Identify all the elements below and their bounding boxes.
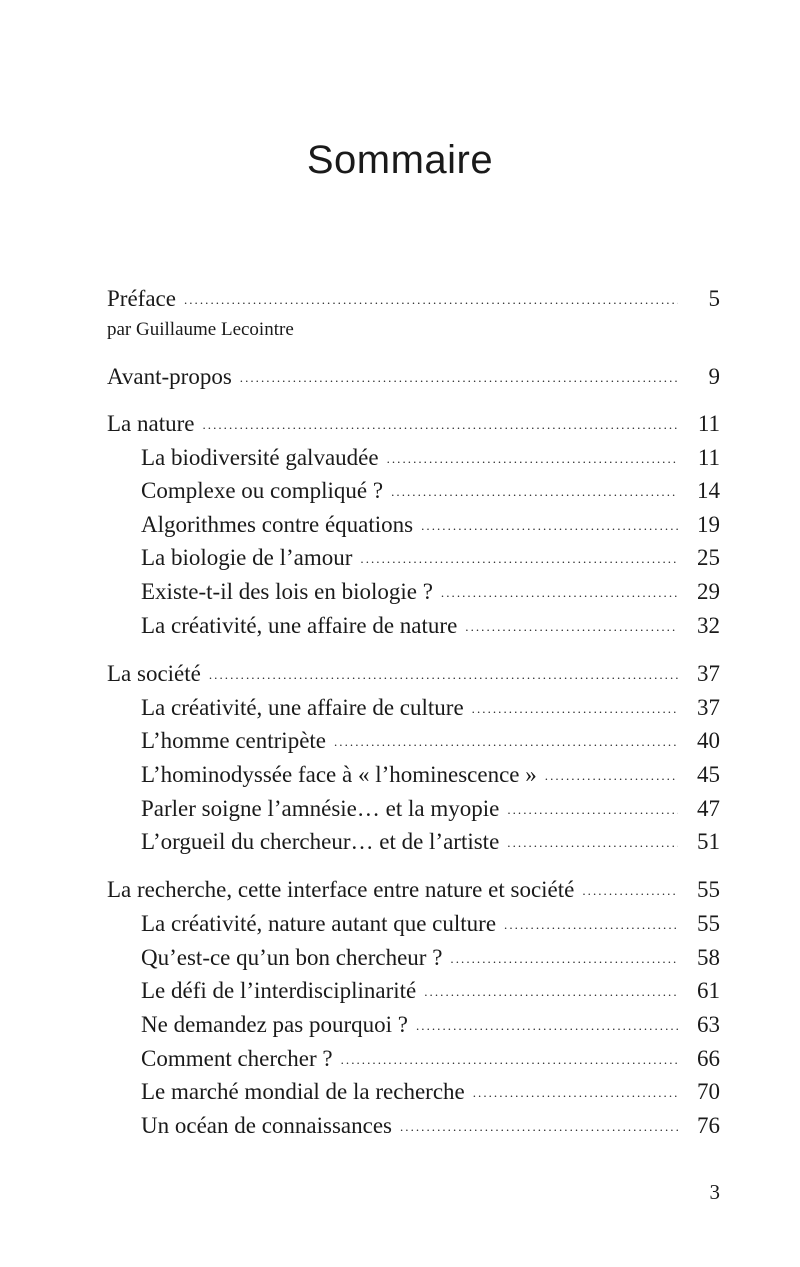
- dot-leader: [334, 726, 678, 758]
- toc-entry-page: 51: [697, 829, 720, 854]
- toc-entry-label: La créativité, nature autant que culture: [141, 911, 497, 936]
- toc-entry-label: Le marché mondial de la recherche: [141, 1079, 465, 1104]
- toc-entry-label: Le défi de l’interdisciplinarité: [141, 978, 417, 1003]
- dot-leader: [240, 362, 678, 394]
- toc-entry-page: 5: [708, 286, 720, 311]
- toc-entry-page: 61: [697, 978, 720, 1003]
- toc-entry-preface[interactable]: [107, 283, 720, 315]
- toc-entry-page: 25: [697, 545, 720, 570]
- toc-entry-page: 37: [697, 661, 720, 686]
- toc-entry[interactable]: [141, 908, 720, 940]
- toc-entry[interactable]: [141, 975, 720, 1007]
- dot-leader: [472, 693, 678, 725]
- toc-entry[interactable]: [141, 542, 720, 574]
- toc-entry-page: 76: [697, 1113, 720, 1138]
- toc-entry-label: Avant-propos: [107, 364, 232, 389]
- toc-entry-label: Complexe ou compliqué ?: [141, 478, 384, 503]
- dot-leader: [507, 794, 678, 826]
- dot-leader: [507, 827, 678, 859]
- dot-leader: [450, 943, 678, 975]
- toc-entry-label: Préface: [107, 286, 176, 311]
- dot-leader: [545, 760, 678, 792]
- toc-entry[interactable]: [141, 576, 720, 608]
- toc-entry[interactable]: [141, 725, 720, 757]
- toc-entry-page: 70: [697, 1079, 720, 1104]
- dot-leader: [465, 611, 678, 643]
- toc-section-la-recherche[interactable]: [107, 874, 720, 906]
- dot-leader: [360, 543, 678, 575]
- toc-entry[interactable]: [141, 826, 720, 858]
- dot-leader: [209, 659, 678, 691]
- toc-entry-label: Comment chercher ?: [141, 1046, 333, 1071]
- dot-leader: [341, 1044, 678, 1076]
- dot-leader: [202, 409, 678, 441]
- toc-entry-label: Un océan de connaissances: [141, 1113, 392, 1138]
- toc-entry-page: 37: [697, 695, 720, 720]
- toc-entry[interactable]: [141, 759, 720, 791]
- toc-entry-label: Algorithmes contre équations: [141, 512, 414, 537]
- toc-entry-page: 29: [697, 579, 720, 604]
- toc-section-la-nature[interactable]: [107, 408, 720, 440]
- toc-entry-label: La créativité, une affaire de nature: [141, 613, 458, 638]
- toc-entry-avant-propos[interactable]: [107, 361, 720, 393]
- toc-entry-page: 11: [697, 411, 720, 436]
- toc-entry-page: 32: [697, 613, 720, 638]
- toc-entry-page: 47: [697, 796, 720, 821]
- toc-entry-label: La biodiversité galvaudée: [141, 445, 379, 470]
- toc-entry-label: La société: [107, 661, 201, 686]
- toc-entry-page: 45: [697, 762, 720, 787]
- toc-entry[interactable]: [141, 610, 720, 642]
- toc-entry[interactable]: [141, 442, 720, 474]
- dot-leader: [504, 909, 678, 941]
- toc-entry-label: L’orgueil du chercheur… et de l’artiste: [141, 829, 500, 854]
- toc-entry[interactable]: [141, 1043, 720, 1075]
- toc-entry-page: 9: [708, 364, 720, 389]
- toc-entry-page: 55: [697, 911, 720, 936]
- toc-entry-label: Ne demandez pas pourquoi ?: [141, 1012, 408, 1037]
- toc-entry-label: La recherche, cette interface entre nature et société: [107, 877, 575, 902]
- dot-leader: [416, 1010, 678, 1042]
- toc-entry-page: 19: [697, 512, 720, 537]
- dot-leader: [473, 1077, 678, 1109]
- toc-entry-page: 66: [697, 1046, 720, 1071]
- toc-entry[interactable]: [141, 1110, 720, 1142]
- preface-byline: par Guillaume Lecointre: [107, 319, 294, 340]
- dot-leader: [441, 577, 678, 609]
- toc-entry-page: 55: [697, 877, 720, 902]
- dot-leader: [424, 976, 678, 1008]
- dot-leader: [582, 875, 678, 907]
- toc-entry-page: 11: [697, 445, 720, 470]
- dot-leader: [421, 510, 678, 542]
- dot-leader: [391, 476, 678, 508]
- toc-entry-page: 63: [697, 1012, 720, 1037]
- toc-entry-page: 14: [697, 478, 720, 503]
- toc-entry-page: 58: [697, 945, 720, 970]
- toc-entry[interactable]: [141, 1076, 720, 1108]
- toc-entry-label: Parler soigne l’amnésie… et la myopie: [141, 796, 500, 821]
- toc-entry-label: La créativité, une affaire de culture: [141, 695, 464, 720]
- toc-entry[interactable]: [141, 475, 720, 507]
- toc-section-la-societe[interactable]: [107, 658, 720, 690]
- toc-entry-page: 40: [697, 728, 720, 753]
- toc-entry-label: Existe-t-il des lois en biologie ?: [141, 579, 433, 604]
- toc-entry-label: La biologie de l’amour: [141, 545, 353, 570]
- toc-entry-label: L’homme centripète: [141, 728, 326, 753]
- page-number: 3: [709, 1180, 720, 1204]
- toc-entry-label: L’hominodyssée face à « l’hominescence »: [141, 762, 537, 787]
- page-title: Sommaire: [306, 138, 494, 182]
- dot-leader: [184, 284, 678, 316]
- toc-entry-label: Qu’est-ce qu’un bon chercheur ?: [141, 945, 443, 970]
- toc-entry[interactable]: [141, 793, 720, 825]
- dot-leader: [387, 443, 678, 475]
- toc-entry[interactable]: [141, 692, 720, 724]
- dot-leader: [400, 1111, 678, 1143]
- toc-entry[interactable]: [141, 1009, 720, 1041]
- toc-entry-label: La nature: [107, 411, 195, 436]
- toc-entry[interactable]: [141, 509, 720, 541]
- toc-entry[interactable]: [141, 942, 720, 974]
